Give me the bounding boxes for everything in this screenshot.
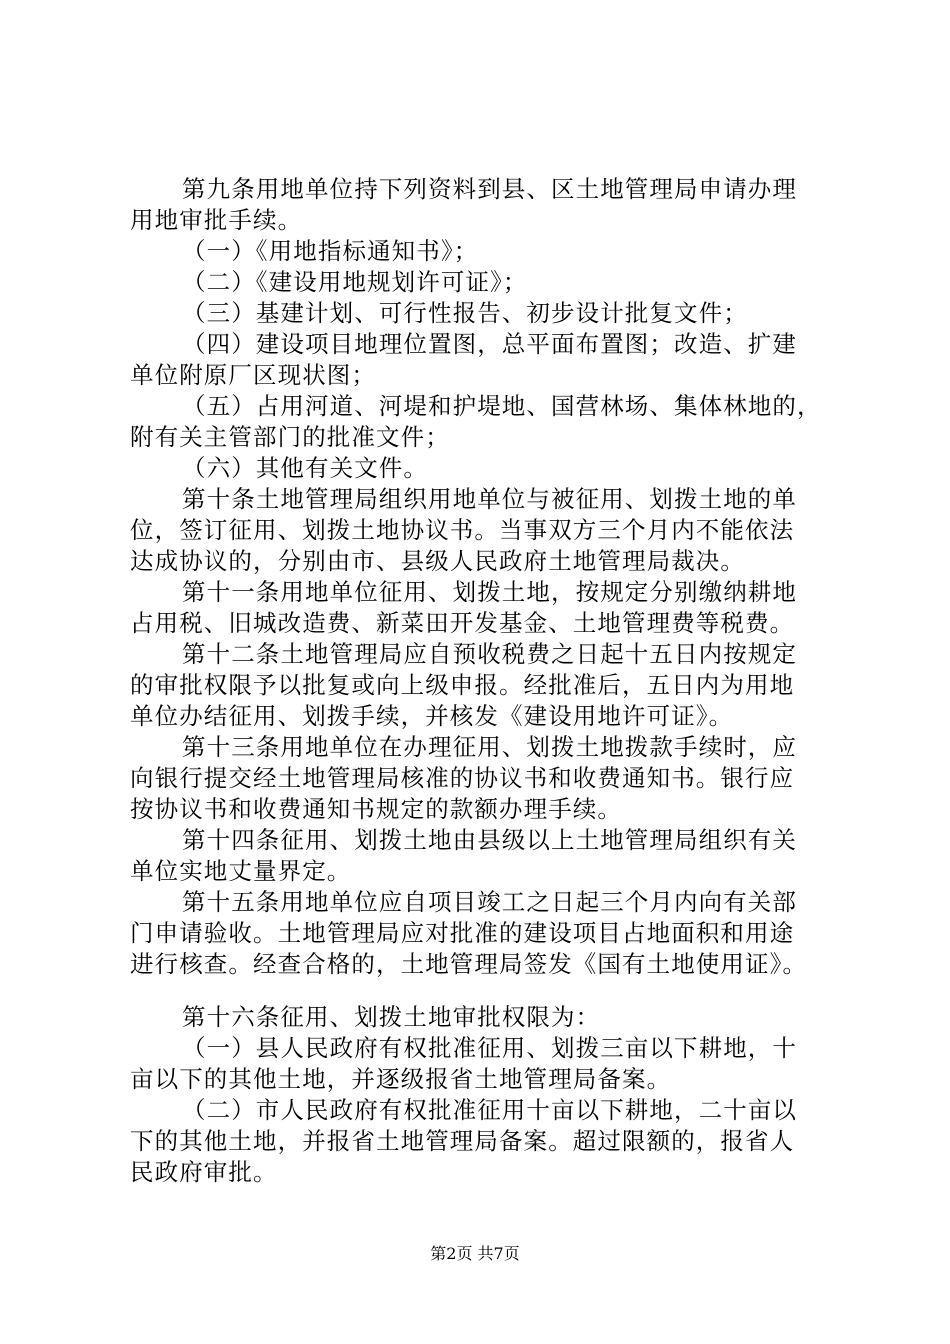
paragraph-line: 单位实地丈量界定。 bbox=[130, 857, 352, 885]
paragraph-line: 第十二条土地管理局应自预收税费之日起十五日内按规定 bbox=[182, 640, 797, 668]
paragraph-line: 下的其他土地，并报省土地管理局备案。超过限额的，报省人 bbox=[130, 1127, 795, 1155]
paragraph-line: 附有关主管部门的批准文件； bbox=[130, 423, 450, 451]
paragraph-line: （二）《建设用地规划许可证》； bbox=[182, 268, 528, 296]
paragraph-line: （三）基建计划、可行性报告、初步设计批复文件； bbox=[182, 299, 748, 327]
paragraph-line: 第十五条用地单位应自项目竣工之日起三个月内向有关部 bbox=[182, 888, 797, 916]
paragraph-line: 占用税、旧城改造费、新菜田开发基金、土地管理费等税费。 bbox=[130, 609, 795, 637]
paragraph-line: 的审批权限予以批复或向上级申报。经批准后，五日内为用地 bbox=[130, 671, 795, 699]
paragraph-line: （六）其他有关文件。 bbox=[182, 454, 428, 482]
paragraph-line: 民政府审批。 bbox=[130, 1158, 278, 1186]
paragraph-line: 进行核查。经查合格的，土地管理局签发《国有土地使用证》。 bbox=[130, 950, 808, 978]
page-number-footer: 第2页 共7页 bbox=[430, 1244, 520, 1263]
paragraph-line: 第十条土地管理局组织用地单位与被征用、划拨土地的单 bbox=[182, 485, 797, 513]
paragraph-line: （二）市人民政府有权批准征用十亩以下耕地，二十亩以 bbox=[182, 1096, 797, 1124]
paragraph-line: 按协议书和收费通知书规定的款额办理手续。 bbox=[130, 795, 622, 823]
paragraph-line: （四）建设项目地理位置图，总平面布置图；改造、扩建 bbox=[182, 330, 797, 358]
paragraph-line: （五）占用河道、河堤和护堤地、国营林场、集体林地的， bbox=[182, 392, 822, 420]
paragraph-line: 门申请验收。土地管理局应对批准的建设项目占地面积和用途 bbox=[130, 919, 795, 947]
paragraph-line: 单位附原厂区现状图； bbox=[130, 361, 376, 389]
paragraph-line: 用地审批手续。 bbox=[130, 206, 303, 234]
paragraph-line: 第九条用地单位持下列资料到县、区土地管理局申请办理 bbox=[182, 175, 797, 203]
paragraph-line: （一）《用地指标通知书》； bbox=[182, 237, 479, 265]
paragraph-gap bbox=[130, 980, 830, 1002]
paragraph-line: 第十四条征用、划拨土地由县级以上土地管理局组织有关 bbox=[182, 826, 797, 854]
paragraph-line: 第十一条用地单位征用、划拨土地，按规定分别缴纳耕地 bbox=[182, 578, 797, 606]
paragraph-line: （一）县人民政府有权批准征用、划拨三亩以下耕地，十 bbox=[182, 1034, 797, 1062]
paragraph-line: 亩以下的其他土地，并逐级报省土地管理局备案。 bbox=[130, 1065, 672, 1093]
paragraph-line: 位，签订征用、划拨土地协议书。当事双方三个月内不能依法 bbox=[130, 516, 795, 544]
document-body bbox=[130, 174, 830, 1188]
paragraph-line: 第十三条用地单位在办理征用、划拨土地拨款手续时，应 bbox=[182, 733, 797, 761]
paragraph-line: 向银行提交经土地管理局核准的协议书和收费通知书。银行应 bbox=[130, 764, 795, 792]
paragraph-line: 单位办结征用、划拨手续，并核发《建设用地许可证》。 bbox=[130, 702, 734, 730]
paragraph-line: 达成协议的，分别由市、县级人民政府土地管理局裁决。 bbox=[130, 547, 745, 575]
paragraph-line: 第十六条征用、划拨土地审批权限为： bbox=[182, 1003, 601, 1031]
